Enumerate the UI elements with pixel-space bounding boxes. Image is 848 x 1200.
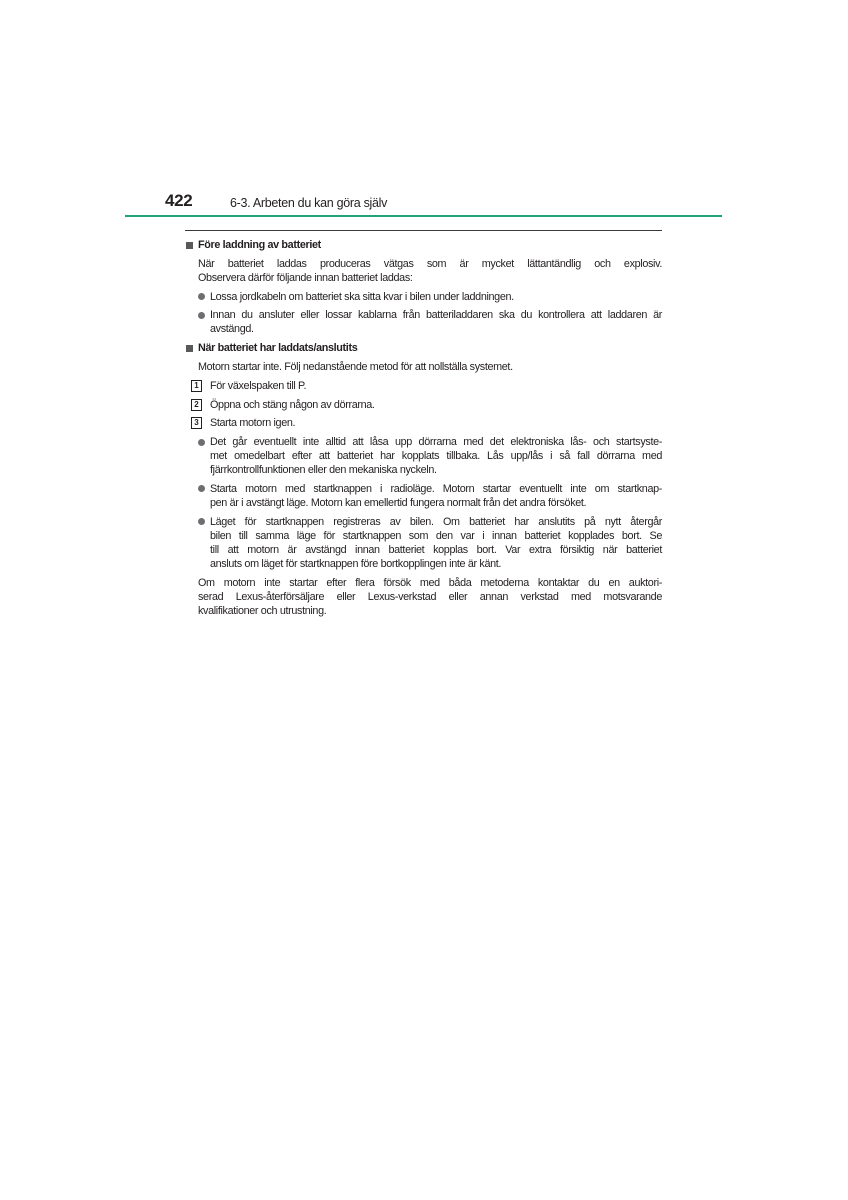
bullet-line: met omedelbart efter att batteriet har kopplats tillbaka. Lås upp/lås i så fall dörrarna med xyxy=(210,450,662,463)
section-heading xyxy=(186,341,662,355)
step-number: 1 xyxy=(191,380,202,392)
bullet-line: Innan du ansluter eller lossar kablarna från batteriladdaren ska du kontrollera att laddaren är xyxy=(210,309,662,322)
step-text: Starta motorn igen. xyxy=(210,417,296,430)
paragraph-line: Om motorn inte startar efter flera försök med båda metoderna kontaktar du en auktori- xyxy=(198,576,662,589)
paragraph xyxy=(186,257,662,285)
bullet-icon xyxy=(198,312,205,319)
bullet-item xyxy=(186,290,662,304)
paragraph-line: Motorn startar inte. Följ nedanstående metod för att nollställa systemet. xyxy=(198,360,513,373)
paragraph xyxy=(186,360,662,374)
section-title: 6-3. Arbeten du kan göra själv xyxy=(230,196,388,210)
bullet-item xyxy=(186,482,662,510)
paragraph-line: Observera därför följande innan batteriet laddas: xyxy=(198,271,413,284)
bullet-item xyxy=(186,435,662,477)
bullet-line: till att motorn är avstängd innan batteriet kopplas bort. Var extra försiktig när batteriet xyxy=(210,543,662,556)
paragraph-line: När batteriet laddas produceras vätgas som är mycket lättantändlig och explosiv. xyxy=(198,257,662,270)
step-text: För växelspaken till P. xyxy=(210,379,307,392)
bullet-line: Lossa jordkabeln om batteriet ska sitta kvar i bilen under laddningen. xyxy=(210,290,514,303)
bullet-icon xyxy=(198,439,205,446)
bullet-line: avstängd. xyxy=(210,323,254,336)
bullet-line: Läget för startknappen registreras av bilen. Om batteriet har anslutits på nytt återgår xyxy=(210,515,662,528)
page-number: 422 xyxy=(165,191,193,210)
heading-text: Före laddning av batteriet xyxy=(198,239,321,251)
bullet-line: fjärrkontrollfunktionen eller den mekaniska nyckeln. xyxy=(210,464,437,477)
bullet-item xyxy=(186,308,662,336)
step-number: 3 xyxy=(191,417,202,429)
header-accent-rule xyxy=(125,215,722,217)
step-item xyxy=(186,398,662,412)
paragraph-line: serad Lexus-återförsäljare eller Lexus-verkstad eller annan verkstad med motsvarande xyxy=(198,590,662,603)
step-number: 2 xyxy=(191,399,202,411)
content-top-rule xyxy=(185,230,662,231)
section-marker-icon xyxy=(186,242,193,249)
bullet-line: Starta motorn med startknappen i radioläge. Motorn startar eventuellt inte om startknap- xyxy=(210,482,662,495)
content xyxy=(186,238,662,622)
bullet-icon xyxy=(198,518,205,525)
bullet-item xyxy=(186,515,662,571)
bullet-line: Det går eventuellt inte alltid att låsa upp dörrarna med det elektroniska lås- och startsyste- xyxy=(210,436,662,449)
heading-text: När batteriet har laddats/anslutits xyxy=(198,342,358,355)
step-item xyxy=(186,416,662,430)
paragraph-line: kvalifikationer och utrustning. xyxy=(198,604,327,617)
bullet-icon xyxy=(198,485,205,492)
bullet-icon xyxy=(198,293,205,300)
step-item xyxy=(186,379,662,393)
bullet-line: ansluts om läget för startknappen före bortkopplingen inte är känt. xyxy=(210,557,502,570)
step-text: Öppna och stäng någon av dörrarna. xyxy=(210,398,375,411)
section-marker-icon xyxy=(186,345,193,352)
bullet-line: pen är i avstängt läge. Motorn kan emellertid fungera normalt från det andra försöket. xyxy=(210,496,587,509)
paragraph xyxy=(186,576,662,618)
bullet-line: bilen till samma läge för startknappen som den var i innan batteriet kopplades bort. Se xyxy=(210,529,662,542)
section-heading xyxy=(186,238,662,252)
